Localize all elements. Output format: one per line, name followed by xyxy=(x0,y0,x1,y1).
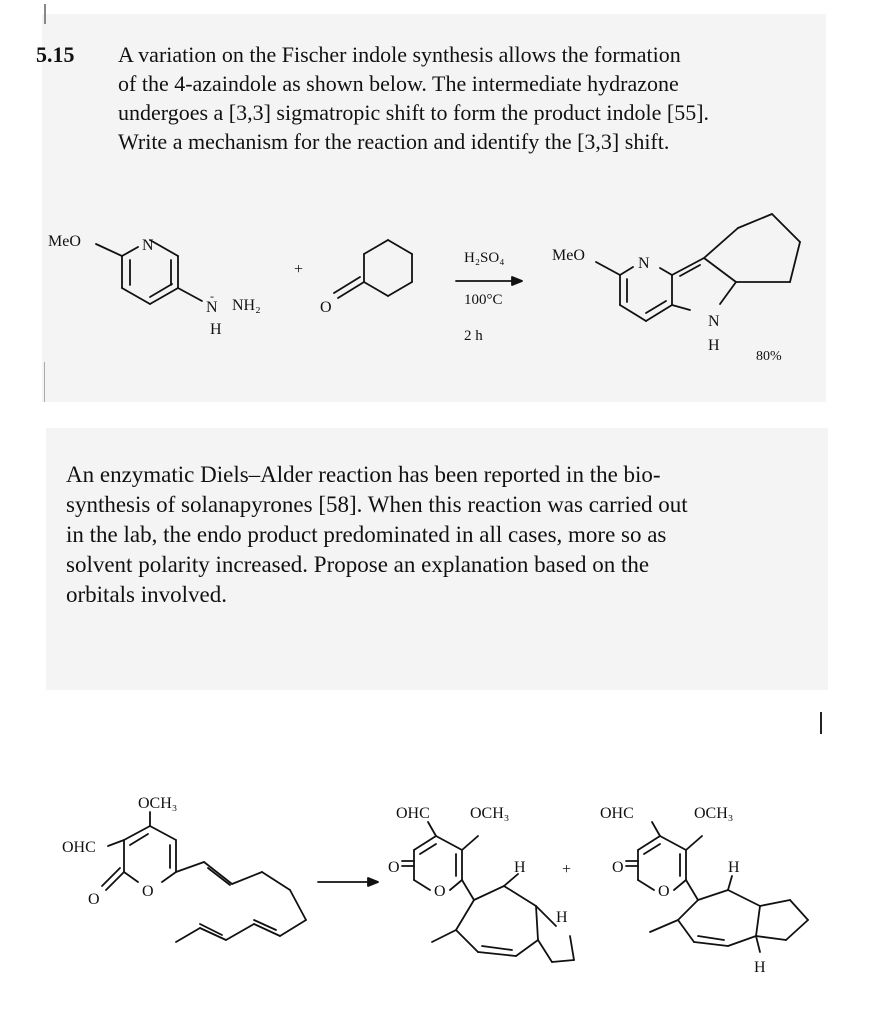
hydrazine-h-label: H xyxy=(210,321,222,338)
reactant-carbonyl-o-label: O xyxy=(88,891,100,908)
reactant-och3-label: OCH₃ xyxy=(138,795,178,812)
problem1-line-1: A variation on the Fischer indole synthesis allows the formation xyxy=(118,42,681,67)
product-nh-h-label: H xyxy=(708,337,720,354)
reactant-meo-label: MeO xyxy=(48,233,81,250)
product2-h2-label: H xyxy=(754,959,766,976)
problem1-line-4: Write a mechanism for the reaction and identify the [3,3] shift. xyxy=(118,129,670,154)
product1-carbonyl-o-label: O xyxy=(388,859,400,876)
product1-h1-label: H xyxy=(514,859,526,876)
problem2-line-4: solvent polarity increased. Propose an explanation based on the xyxy=(66,552,650,577)
reactant-ring-n-label: N xyxy=(142,237,154,254)
svg-text:-: - xyxy=(210,289,214,303)
product2-structure xyxy=(626,822,808,952)
hydrazine-n-label: N xyxy=(206,299,218,316)
plus-sign-2: + xyxy=(562,861,572,878)
problem1-line-3: undergoes a [3,3] sigmatropic shift to form the product indole [55]. xyxy=(118,100,710,125)
product2-ring-o-label: O xyxy=(658,883,670,900)
product1-och3-label: OCH₃ xyxy=(470,805,510,822)
problem-number: 5.15 xyxy=(36,42,75,67)
product2-och3-label: OCH₃ xyxy=(694,805,734,822)
hydrazine-nh2-label: NH₂ xyxy=(232,297,261,314)
plus-sign-1: + xyxy=(294,261,304,278)
reaction-arrow-2 xyxy=(318,878,378,886)
product2-h1-label: H xyxy=(728,859,740,876)
product1-ohc-label: OHC xyxy=(396,805,430,822)
reactant-pyranone-ring xyxy=(102,812,306,942)
product-nh-n-label: N xyxy=(708,313,720,330)
problem2-line-2: synthesis of solanapyrones [58]. When this reaction was carried out xyxy=(66,492,688,517)
product1-h2-label: H xyxy=(556,909,568,926)
problem2-line-5: orbitals involved. xyxy=(66,582,227,607)
problem2-line-1: An enzymatic Diels–Alder reaction has been reported in the bio- xyxy=(66,462,661,487)
product2-carbonyl-o-label: O xyxy=(612,859,624,876)
reagent-label: H₂SO₄ xyxy=(464,250,505,266)
time-label: 2 h xyxy=(464,328,483,344)
reactant-ohc-label: OHC xyxy=(62,839,96,856)
temperature-label: 100°C xyxy=(464,292,503,308)
problem1-line-2: of the 4-azaindole as shown below. The intermediate hydrazone xyxy=(118,71,679,96)
problem2-line-3: in the lab, the endo product predominated in all cases, more so as xyxy=(66,522,667,547)
product2-ohc-label: OHC xyxy=(600,805,634,822)
product-meo-label: MeO xyxy=(552,247,585,264)
reactant-ring-o-label: O xyxy=(142,883,154,900)
product-ring-n-label: N xyxy=(638,255,650,272)
product1-ring-o-label: O xyxy=(434,883,446,900)
ketone-o-label: O xyxy=(320,299,332,316)
product1-structure xyxy=(402,822,574,962)
yield-label: 80% xyxy=(756,349,782,364)
